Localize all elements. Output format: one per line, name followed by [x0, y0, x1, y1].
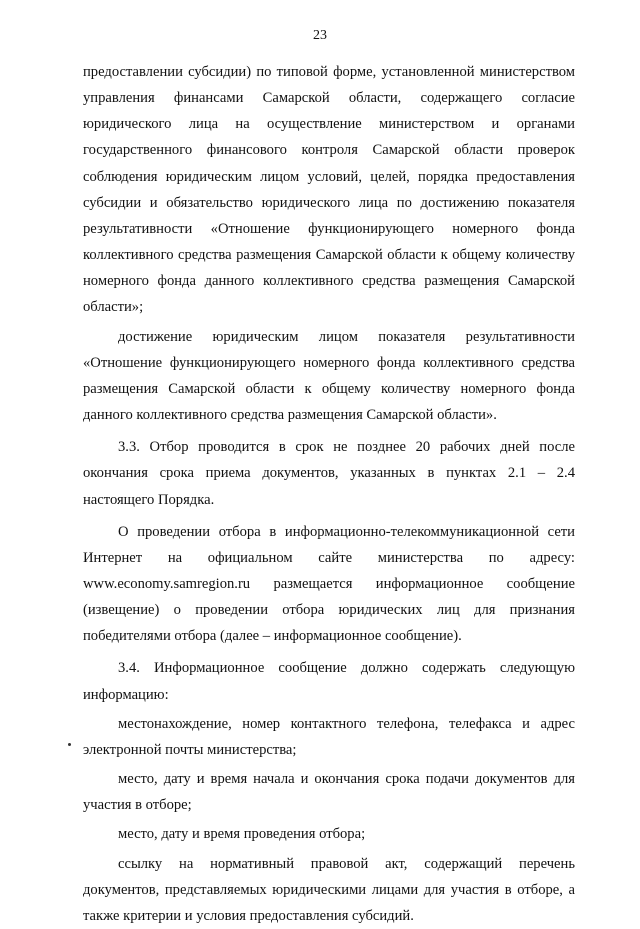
- page-number: 23: [313, 28, 327, 43]
- paragraph-submission-period: место, дату и время начала и окончания срока подачи документов для участия в отборе;: [83, 771, 575, 814]
- paragraph-section-3-3: 3.3. Отбор проводится в срок не позднее 20 рабочих дней после окончания срока приема документов, указанных в пунктах 2.1 – 2.4 настоящего Порядка.: [83, 439, 575, 508]
- paragraph-section-3-4: 3.4. Информационное сообщение должно содержать следующую информацию:: [83, 660, 575, 703]
- paragraph-regulatory-act-link: ссылку на нормативный правовой акт, содержащий перечень документов, представляемых юридическими лицами для участия в отборе, а также критерии и условия предоставления субсидий.: [83, 855, 575, 924]
- paragraph-performance-indicator: достижение юридическим лицом показателя результативности «Отношение функционирующего номерного фонда коллективного средства размещения Самарской области к общему количеству номерного фонда данного коллективного средства размещения Самарской области».: [83, 328, 575, 424]
- paragraph-subsidy-agreement-continuation: предоставлении субсидии) по типовой форме, установленной министерством управления финансами Самарской области, содержащего согласие юридического лица на осуществление министерством и органами государственного финансового контроля Самарской области проверок соблюдения юридическим лицом условий, целей, порядка предоставления субсидии и обязательство юридического лица по достижению показателя результативности «Отношение функционирующего номерного фонда коллективного средства размещения Самарской области к общему количеству номерного фонда данного коллективного средства размещения Самарской области»;: [83, 64, 575, 316]
- document-body: [83, 59, 575, 929]
- paragraph-selection-announcement: О проведении отбора в информационно-телекоммуникационной сети Интернет на официальном сайте министерства по адресу: www.economy.samregion.ru размещается информационное сообщение (извещение) о проведении отбора юридических лиц для признания победителями отбора (далее – информационное сообщение).: [83, 523, 575, 645]
- margin-mark: [68, 743, 71, 746]
- paragraph-contact-details: местонахождение, номер контактного телефона, телефакса и адрес электронной почты министерства;: [83, 715, 575, 758]
- paragraph-selection-time: место, дату и время проведения отбора;: [118, 826, 366, 843]
